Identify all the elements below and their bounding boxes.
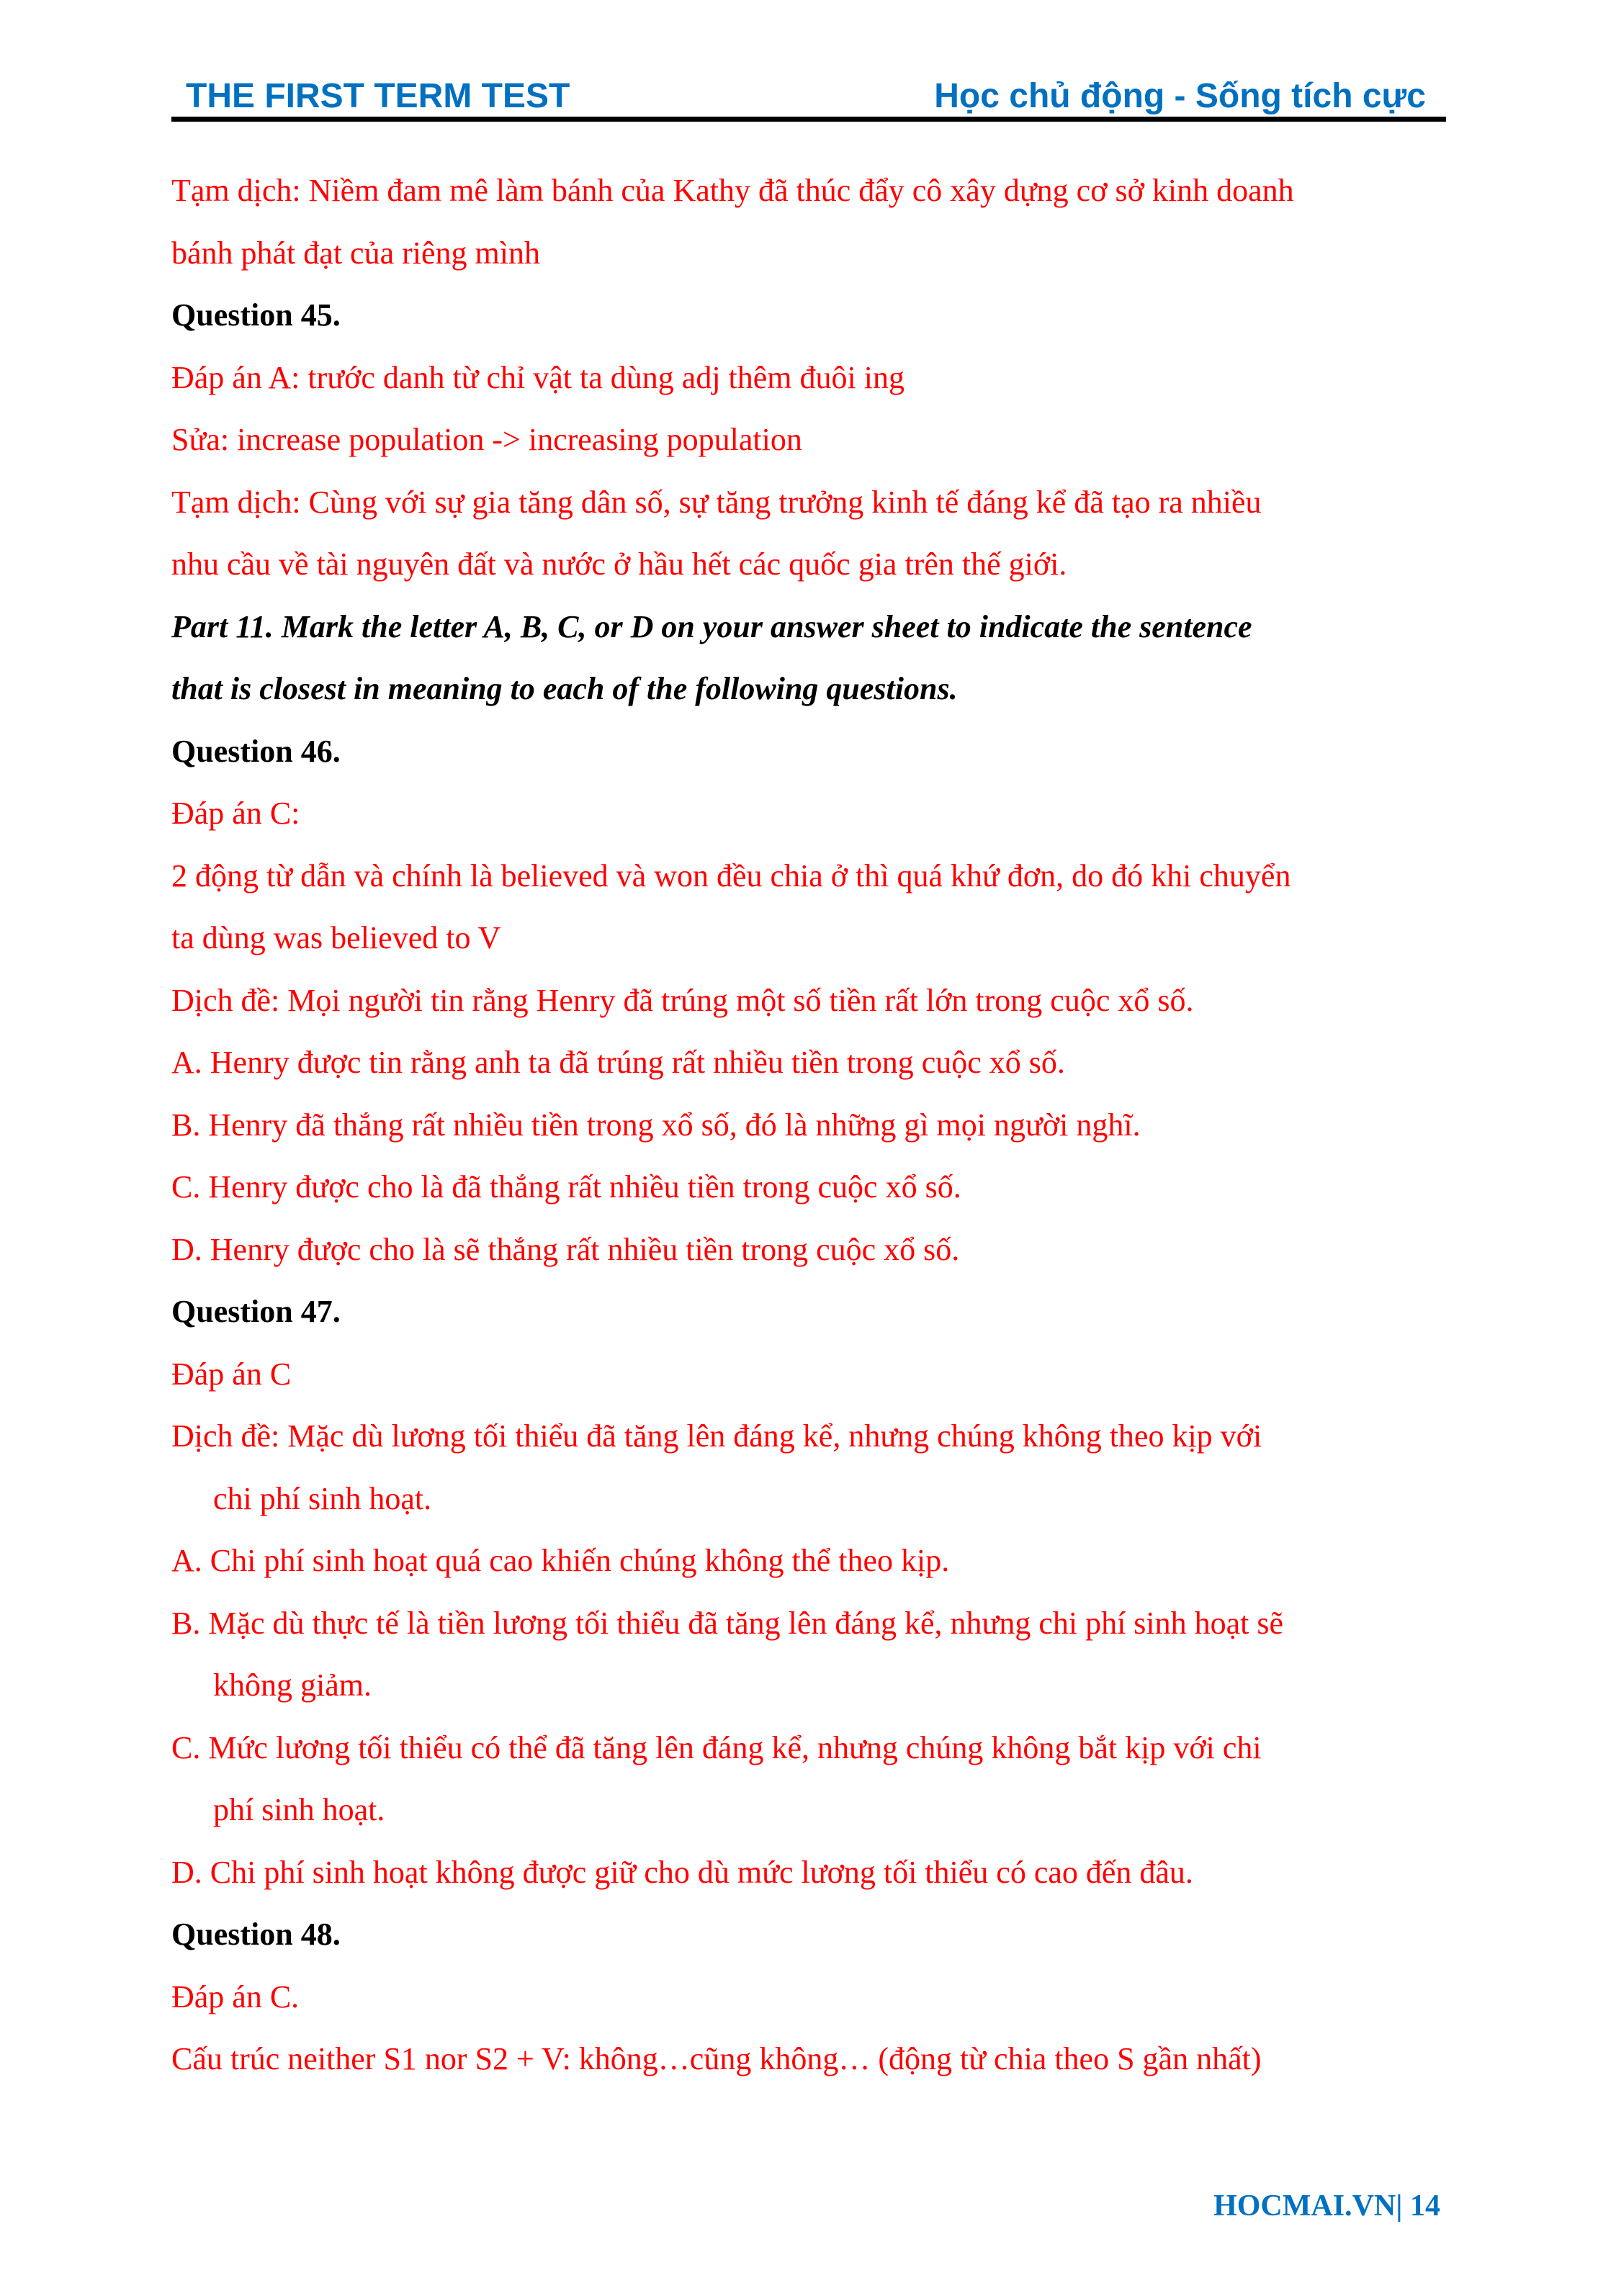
- page-footer: HOCMAI.VN| 14: [1213, 2189, 1440, 2223]
- answer-line: D. Chi phí sinh hoạt không được giữ cho dù mức lương tối thiểu có cao đến đâu.: [171, 1854, 1193, 1890]
- answer-line: D. Henry được cho là sẽ thắng rất nhiều tiền trong cuộc xổ số.: [171, 1231, 960, 1267]
- question-heading: Question 48.: [171, 1917, 341, 1952]
- question-heading: Question 45.: [171, 297, 341, 333]
- answer-line: B. Mặc dù thực tế là tiền lương tối thiểu đã tăng lên đáng kể, nhưng chi phí sinh hoạt sẽ: [171, 1605, 1284, 1641]
- answer-line: Cấu trúc neither S1 nor S2 + V: không…cũng không… (động từ chia theo S gần nhất): [171, 2041, 1262, 2076]
- document-body: [171, 160, 1460, 2091]
- header-title: THE FIRST TERM TEST: [186, 77, 570, 115]
- question-heading: Question 47.: [171, 1294, 341, 1329]
- header-slogan: Học chủ động - Sống tích cực: [934, 77, 1426, 115]
- answer-line: nhu cầu về tài nguyên đất và nước ở hầu hết các quốc gia trên thế giới.: [171, 546, 1067, 582]
- header-divider: [171, 117, 1446, 122]
- answer-line: bánh phát đạt của riêng mình: [171, 235, 540, 271]
- part-instruction: Part 11. Mark the letter A, B, C, or D on your answer sheet to indicate the sentence: [171, 608, 1252, 644]
- answer-line: C. Henry được cho là đã thắng rất nhiều tiền trong cuộc xổ số.: [171, 1169, 961, 1205]
- part-instruction: that is closest in meaning to each of the following questions.: [171, 671, 958, 706]
- answer-line: A. Chi phí sinh hoạt quá cao khiến chúng không thể theo kịp.: [171, 1543, 950, 1578]
- answer-line: không giảm.: [213, 1667, 372, 1703]
- answer-line: chi phí sinh hoạt.: [213, 1480, 432, 1516]
- answer-line: A. Henry được tin rằng anh ta đã trúng rất nhiều tiền trong cuộc xổ số.: [171, 1045, 1065, 1080]
- answer-line: Sửa: increase population -> increasing population: [171, 422, 802, 457]
- answer-line: Đáp án C:: [171, 796, 300, 831]
- answer-line: Dịch đề: Mọi người tin rằng Henry đã trúng một số tiền rất lớn trong cuộc xổ số.: [171, 982, 1194, 1018]
- answer-line: Tạm dịch: Niềm đam mê làm bánh của Kathy đã thúc đẩy cô xây dựng cơ sở kinh doanh: [171, 173, 1294, 208]
- answer-line: B. Henry đã thắng rất nhiều tiền trong xổ số, đó là những gì mọi người nghĩ.: [171, 1107, 1141, 1143]
- answer-line: Đáp án A: trước danh từ chỉ vật ta dùng adj thêm đuôi ing: [171, 359, 904, 395]
- answer-line: Tạm dịch: Cùng với sự gia tăng dân số, sự tăng trưởng kinh tế đáng kể đã tạo ra nhiều: [171, 484, 1262, 520]
- answer-line: phí sinh hoạt.: [213, 1792, 385, 1827]
- answer-line: ta dùng was believed to V: [171, 920, 501, 955]
- answer-line: Đáp án C: [171, 1356, 292, 1392]
- answer-line: Đáp án C.: [171, 1978, 300, 2014]
- answer-line: C. Mức lương tối thiểu có thể đã tăng lên đáng kể, nhưng chúng không bắt kịp với chi: [171, 1729, 1262, 1765]
- question-heading: Question 46.: [171, 733, 341, 769]
- answer-line: 2 động từ dẫn và chính là believed và won đều chia ở thì quá khứ đơn, do đó khi chuyển: [171, 857, 1291, 893]
- page-header: [171, 72, 1446, 121]
- answer-line: Dịch đề: Mặc dù lương tối thiểu đã tăng lên đáng kể, nhưng chúng không theo kịp với: [171, 1418, 1262, 1454]
